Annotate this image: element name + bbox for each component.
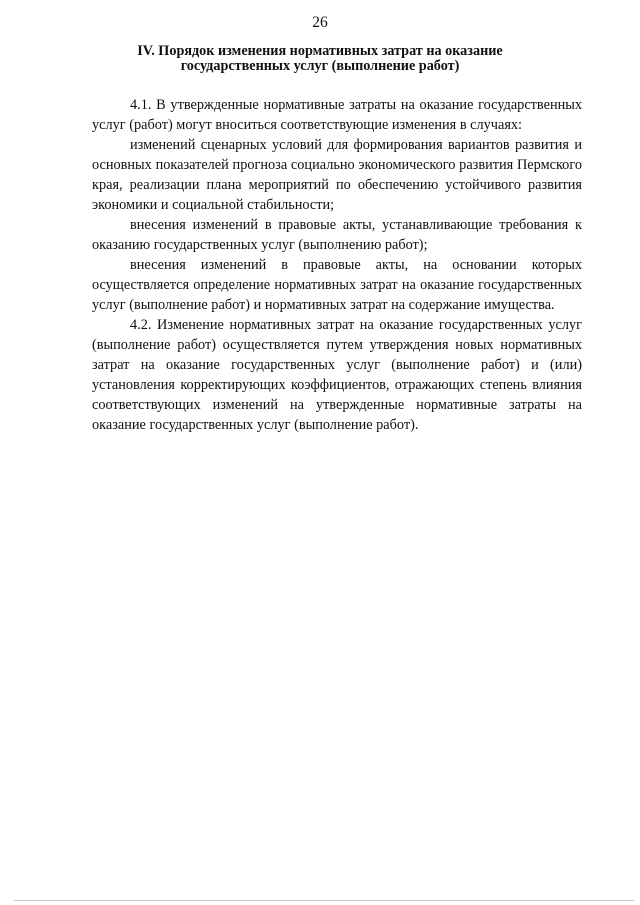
paragraph-case-requirements: внесения изменений в правовые акты, устанавливающие требования к оказанию государственных услуг (выполнению работ); [92, 217, 582, 253]
scan-bottom-edge [14, 900, 634, 901]
section-body [92, 95, 582, 435]
page-number: 26 [312, 14, 328, 31]
paragraph-case-scenario: изменений сценарных условий для формирования вариантов развития и основных показателей прогноза социально экономического развития Пермского края, реализации плана мероприятий по обеспечению устойчивого развития экономики и социальной стабильности; [92, 137, 582, 213]
paragraph-4-1: 4.1. В утвержденные нормативные затраты на оказание государственных услуг (работ) могут вноситься соответствующие изменения в случаях: [92, 97, 582, 133]
section-title [100, 44, 540, 74]
section-title-line-2: государственных услуг (выполнение работ) [180, 58, 460, 74]
paragraph-4-2: 4.2. Изменение нормативных затрат на оказание государственных услуг (выполнение работ) осуществляется путем утверждения новых нормативных затрат на оказание государственных услуг (выполнение работ) и (или) установления корректирующих коэффициентов, отражающих степень влияния соответствующих изменений на утвержденные нормативные затраты на оказание государственных услуг (выполнение работ). [92, 317, 582, 433]
paragraph-case-normative-costs: внесения изменений в правовые акты, на основании которых осуществляется определение нормативных затрат на оказание государственных услуг (выполнение работ) и нормативных затрат на содержание имущества. [92, 257, 582, 313]
section-title-line-1: IV. Порядок изменения нормативных затрат на оказание [137, 43, 503, 59]
